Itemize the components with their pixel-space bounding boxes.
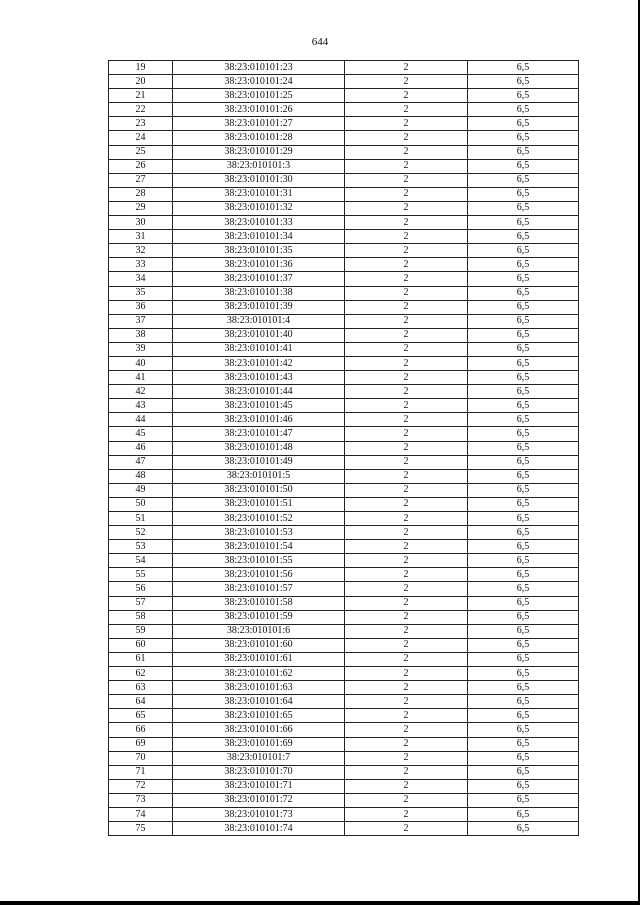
value-cell: 6,5 <box>468 385 579 399</box>
value-cell: 6,5 <box>468 427 579 441</box>
cadastral-number-cell: 38:23:010101:53 <box>173 526 345 540</box>
cadastral-number-cell: 38:23:010101:36 <box>173 258 345 272</box>
cadastral-number-cell: 38:23:010101:40 <box>173 328 345 342</box>
quantity-cell: 2 <box>345 103 468 117</box>
table-row <box>109 681 579 695</box>
quantity-cell: 2 <box>345 427 468 441</box>
quantity-cell: 2 <box>345 342 468 356</box>
table-row <box>109 244 579 258</box>
quantity-cell: 2 <box>345 469 468 483</box>
cadastral-number-cell: 38:23:010101:26 <box>173 103 345 117</box>
table-row <box>109 216 579 230</box>
cadastral-number-cell: 38:23:010101:48 <box>173 441 345 455</box>
cadastral-number-cell: 38:23:010101:49 <box>173 455 345 469</box>
value-cell: 6,5 <box>468 807 579 821</box>
cadastral-number-cell: 38:23:010101:54 <box>173 540 345 554</box>
row-number-cell: 40 <box>109 356 173 370</box>
table-row <box>109 131 579 145</box>
cadastral-number-cell: 38:23:010101:74 <box>173 822 345 836</box>
quantity-cell: 2 <box>345 554 468 568</box>
table-row <box>109 624 579 638</box>
table-row <box>109 652 579 666</box>
table-row <box>109 286 579 300</box>
quantity-cell: 2 <box>345 610 468 624</box>
cadastral-number-cell: 38:23:010101:58 <box>173 596 345 610</box>
row-number-cell: 30 <box>109 216 173 230</box>
quantity-cell: 2 <box>345 272 468 286</box>
cadastral-number-cell: 38:23:010101:39 <box>173 300 345 314</box>
row-number-cell: 53 <box>109 540 173 554</box>
row-number-cell: 29 <box>109 201 173 215</box>
value-cell: 6,5 <box>468 765 579 779</box>
table-row <box>109 822 579 836</box>
table-row <box>109 89 579 103</box>
quantity-cell: 2 <box>345 187 468 201</box>
table-row <box>109 807 579 821</box>
table-row <box>109 272 579 286</box>
quantity-cell: 2 <box>345 681 468 695</box>
row-number-cell: 39 <box>109 342 173 356</box>
quantity-cell: 2 <box>345 328 468 342</box>
value-cell: 6,5 <box>468 399 579 413</box>
value-cell: 6,5 <box>468 314 579 328</box>
quantity-cell: 2 <box>345 455 468 469</box>
table-row <box>109 793 579 807</box>
row-number-cell: 46 <box>109 441 173 455</box>
quantity-cell: 2 <box>345 807 468 821</box>
value-cell: 6,5 <box>468 342 579 356</box>
row-number-cell: 28 <box>109 187 173 201</box>
value-cell: 6,5 <box>468 216 579 230</box>
quantity-cell: 2 <box>345 117 468 131</box>
cadastral-number-cell: 38:23:010101:29 <box>173 145 345 159</box>
value-cell: 6,5 <box>468 371 579 385</box>
table-row <box>109 512 579 526</box>
table-row <box>109 314 579 328</box>
table-row <box>109 103 579 117</box>
page-number: 644 <box>311 36 329 48</box>
value-cell: 6,5 <box>468 201 579 215</box>
value-cell: 6,5 <box>468 737 579 751</box>
row-number-cell: 52 <box>109 526 173 540</box>
value-cell: 6,5 <box>468 526 579 540</box>
cadastral-number-cell: 38:23:010101:44 <box>173 385 345 399</box>
cadastral-number-cell: 38:23:010101:71 <box>173 779 345 793</box>
value-cell: 6,5 <box>468 822 579 836</box>
quantity-cell: 2 <box>345 667 468 681</box>
table-row <box>109 737 579 751</box>
quantity-cell: 2 <box>345 371 468 385</box>
quantity-cell: 2 <box>345 385 468 399</box>
quantity-cell: 2 <box>345 779 468 793</box>
row-number-cell: 66 <box>109 723 173 737</box>
cadastral-number-cell: 38:23:010101:5 <box>173 469 345 483</box>
quantity-cell: 2 <box>345 737 468 751</box>
quantity-cell: 2 <box>345 695 468 709</box>
row-number-cell: 59 <box>109 624 173 638</box>
quantity-cell: 2 <box>345 652 468 666</box>
quantity-cell: 2 <box>345 624 468 638</box>
table-row <box>109 638 579 652</box>
table-row <box>109 610 579 624</box>
quantity-cell: 2 <box>345 159 468 173</box>
row-number-cell: 44 <box>109 413 173 427</box>
value-cell: 6,5 <box>468 652 579 666</box>
cadastral-number-cell: 38:23:010101:72 <box>173 793 345 807</box>
table-row <box>109 441 579 455</box>
row-number-cell: 74 <box>109 807 173 821</box>
quantity-cell: 2 <box>345 483 468 497</box>
quantity-cell: 2 <box>345 751 468 765</box>
table-row <box>109 427 579 441</box>
table-row <box>109 667 579 681</box>
quantity-cell: 2 <box>345 216 468 230</box>
row-number-cell: 57 <box>109 596 173 610</box>
value-cell: 6,5 <box>468 117 579 131</box>
cadastral-number-cell: 38:23:010101:33 <box>173 216 345 230</box>
value-cell: 6,5 <box>468 286 579 300</box>
quantity-cell: 2 <box>345 131 468 145</box>
quantity-cell: 2 <box>345 244 468 258</box>
cadastral-number-cell: 38:23:010101:42 <box>173 356 345 370</box>
value-cell: 6,5 <box>468 540 579 554</box>
row-number-cell: 65 <box>109 709 173 723</box>
value-cell: 6,5 <box>468 483 579 497</box>
row-number-cell: 27 <box>109 173 173 187</box>
value-cell: 6,5 <box>468 512 579 526</box>
table-row <box>109 258 579 272</box>
value-cell: 6,5 <box>468 582 579 596</box>
quantity-cell: 2 <box>345 596 468 610</box>
table-row <box>109 117 579 131</box>
scan-edge-bottom <box>0 901 640 905</box>
cadastral-number-cell: 38:23:010101:60 <box>173 638 345 652</box>
row-number-cell: 24 <box>109 131 173 145</box>
row-number-cell: 22 <box>109 103 173 117</box>
cadastral-number-cell: 38:23:010101:34 <box>173 230 345 244</box>
row-number-cell: 21 <box>109 89 173 103</box>
value-cell: 6,5 <box>468 244 579 258</box>
cadastral-number-cell: 38:23:010101:46 <box>173 413 345 427</box>
cadastral-number-cell: 38:23:010101:47 <box>173 427 345 441</box>
quantity-cell: 2 <box>345 258 468 272</box>
row-number-cell: 64 <box>109 695 173 709</box>
value-cell: 6,5 <box>468 328 579 342</box>
table-row <box>109 399 579 413</box>
value-cell: 6,5 <box>468 596 579 610</box>
table-row <box>109 371 579 385</box>
row-number-cell: 35 <box>109 286 173 300</box>
row-number-cell: 20 <box>109 75 173 89</box>
cadastral-number-cell: 38:23:010101:30 <box>173 173 345 187</box>
value-cell: 6,5 <box>468 455 579 469</box>
row-number-cell: 32 <box>109 244 173 258</box>
value-cell: 6,5 <box>468 75 579 89</box>
cadastral-number-cell: 38:23:010101:43 <box>173 371 345 385</box>
table-row <box>109 596 579 610</box>
table-row <box>109 540 579 554</box>
cadastral-number-cell: 38:23:010101:4 <box>173 314 345 328</box>
cadastral-number-cell: 38:23:010101:38 <box>173 286 345 300</box>
quantity-cell: 2 <box>345 793 468 807</box>
cadastral-number-cell: 38:23:010101:37 <box>173 272 345 286</box>
cadastral-number-cell: 38:23:010101:55 <box>173 554 345 568</box>
table-row <box>109 779 579 793</box>
value-cell: 6,5 <box>468 624 579 638</box>
cadastral-number-cell: 38:23:010101:65 <box>173 709 345 723</box>
quantity-cell: 2 <box>345 441 468 455</box>
cadastral-number-cell: 38:23:010101:56 <box>173 568 345 582</box>
table-row <box>109 187 579 201</box>
value-cell: 6,5 <box>468 667 579 681</box>
cadastral-number-cell: 38:23:010101:63 <box>173 681 345 695</box>
cadastral-number-cell: 38:23:010101:25 <box>173 89 345 103</box>
table-row <box>109 723 579 737</box>
value-cell: 6,5 <box>468 300 579 314</box>
row-number-cell: 42 <box>109 385 173 399</box>
value-cell: 6,5 <box>468 568 579 582</box>
table-row <box>109 554 579 568</box>
value-cell: 6,5 <box>468 681 579 695</box>
row-number-cell: 50 <box>109 497 173 511</box>
row-number-cell: 34 <box>109 272 173 286</box>
value-cell: 6,5 <box>468 272 579 286</box>
quantity-cell: 2 <box>345 356 468 370</box>
table-row <box>109 765 579 779</box>
row-number-cell: 63 <box>109 681 173 695</box>
row-number-cell: 72 <box>109 779 173 793</box>
row-number-cell: 49 <box>109 483 173 497</box>
value-cell: 6,5 <box>468 258 579 272</box>
quantity-cell: 2 <box>345 300 468 314</box>
table-row <box>109 526 579 540</box>
quantity-cell: 2 <box>345 230 468 244</box>
cadastral-number-cell: 38:23:010101:59 <box>173 610 345 624</box>
cadastral-number-cell: 38:23:010101:73 <box>173 807 345 821</box>
cadastral-number-cell: 38:23:010101:57 <box>173 582 345 596</box>
quantity-cell: 2 <box>345 765 468 779</box>
cadastral-number-cell: 38:23:010101:51 <box>173 497 345 511</box>
row-number-cell: 19 <box>109 61 173 75</box>
table-row <box>109 413 579 427</box>
value-cell: 6,5 <box>468 173 579 187</box>
table-row <box>109 582 579 596</box>
cadastral-number-cell: 38:23:010101:31 <box>173 187 345 201</box>
cadastral-number-cell: 38:23:010101:7 <box>173 751 345 765</box>
table-row <box>109 328 579 342</box>
cadastral-number-cell: 38:23:010101:64 <box>173 695 345 709</box>
value-cell: 6,5 <box>468 187 579 201</box>
quantity-cell: 2 <box>345 497 468 511</box>
value-cell: 6,5 <box>468 61 579 75</box>
table-row <box>109 75 579 89</box>
cadastral-number-cell: 38:23:010101:70 <box>173 765 345 779</box>
table-row <box>109 469 579 483</box>
cadastral-number-cell: 38:23:010101:6 <box>173 624 345 638</box>
cadastral-number-cell: 38:23:010101:62 <box>173 667 345 681</box>
quantity-cell: 2 <box>345 582 468 596</box>
quantity-cell: 2 <box>345 723 468 737</box>
value-cell: 6,5 <box>468 751 579 765</box>
table-row <box>109 751 579 765</box>
value-cell: 6,5 <box>468 709 579 723</box>
table-row <box>109 568 579 582</box>
table-row <box>109 483 579 497</box>
quantity-cell: 2 <box>345 173 468 187</box>
row-number-cell: 73 <box>109 793 173 807</box>
quantity-cell: 2 <box>345 399 468 413</box>
cadastral-number-cell: 38:23:010101:27 <box>173 117 345 131</box>
quantity-cell: 2 <box>345 201 468 215</box>
cadastral-number-cell: 38:23:010101:45 <box>173 399 345 413</box>
quantity-cell: 2 <box>345 89 468 103</box>
value-cell: 6,5 <box>468 779 579 793</box>
table-row <box>109 201 579 215</box>
row-number-cell: 47 <box>109 455 173 469</box>
value-cell: 6,5 <box>468 695 579 709</box>
row-number-cell: 69 <box>109 737 173 751</box>
quantity-cell: 2 <box>345 314 468 328</box>
row-number-cell: 43 <box>109 399 173 413</box>
table-row <box>109 61 579 75</box>
quantity-cell: 2 <box>345 61 468 75</box>
row-number-cell: 70 <box>109 751 173 765</box>
cadastral-number-cell: 38:23:010101:41 <box>173 342 345 356</box>
cadastral-number-cell: 38:23:010101:35 <box>173 244 345 258</box>
cadastral-number-cell: 38:23:010101:3 <box>173 159 345 173</box>
value-cell: 6,5 <box>468 356 579 370</box>
quantity-cell: 2 <box>345 512 468 526</box>
quantity-cell: 2 <box>345 526 468 540</box>
table-row <box>109 145 579 159</box>
value-cell: 6,5 <box>468 554 579 568</box>
row-number-cell: 58 <box>109 610 173 624</box>
table-row <box>109 385 579 399</box>
cadastral-number-cell: 38:23:010101:52 <box>173 512 345 526</box>
quantity-cell: 2 <box>345 540 468 554</box>
value-cell: 6,5 <box>468 89 579 103</box>
row-number-cell: 75 <box>109 822 173 836</box>
cadastral-number-cell: 38:23:010101:23 <box>173 61 345 75</box>
value-cell: 6,5 <box>468 145 579 159</box>
cadastral-number-cell: 38:23:010101:32 <box>173 201 345 215</box>
value-cell: 6,5 <box>468 793 579 807</box>
table-row <box>109 695 579 709</box>
value-cell: 6,5 <box>468 610 579 624</box>
cadastral-number-cell: 38:23:010101:66 <box>173 723 345 737</box>
row-number-cell: 62 <box>109 667 173 681</box>
row-number-cell: 56 <box>109 582 173 596</box>
value-cell: 6,5 <box>468 131 579 145</box>
quantity-cell: 2 <box>345 709 468 723</box>
value-cell: 6,5 <box>468 103 579 117</box>
row-number-cell: 54 <box>109 554 173 568</box>
row-number-cell: 48 <box>109 469 173 483</box>
table-row <box>109 455 579 469</box>
table-row <box>109 173 579 187</box>
row-number-cell: 60 <box>109 638 173 652</box>
cadastral-number-cell: 38:23:010101:50 <box>173 483 345 497</box>
quantity-cell: 2 <box>345 75 468 89</box>
table-row <box>109 159 579 173</box>
row-number-cell: 71 <box>109 765 173 779</box>
row-number-cell: 45 <box>109 427 173 441</box>
quantity-cell: 2 <box>345 568 468 582</box>
table-row <box>109 300 579 314</box>
cadastral-number-cell: 38:23:010101:61 <box>173 652 345 666</box>
value-cell: 6,5 <box>468 469 579 483</box>
row-number-cell: 33 <box>109 258 173 272</box>
value-cell: 6,5 <box>468 413 579 427</box>
value-cell: 6,5 <box>468 159 579 173</box>
quantity-cell: 2 <box>345 822 468 836</box>
value-cell: 6,5 <box>468 441 579 455</box>
table-row <box>109 356 579 370</box>
value-cell: 6,5 <box>468 638 579 652</box>
quantity-cell: 2 <box>345 286 468 300</box>
quantity-cell: 2 <box>345 145 468 159</box>
row-number-cell: 55 <box>109 568 173 582</box>
cadastral-number-cell: 38:23:010101:28 <box>173 131 345 145</box>
cadastral-number-cell: 38:23:010101:69 <box>173 737 345 751</box>
table-row <box>109 709 579 723</box>
row-number-cell: 61 <box>109 652 173 666</box>
quantity-cell: 2 <box>345 638 468 652</box>
value-cell: 6,5 <box>468 230 579 244</box>
cadastral-table <box>108 60 579 836</box>
row-number-cell: 31 <box>109 230 173 244</box>
row-number-cell: 23 <box>109 117 173 131</box>
table-row <box>109 342 579 356</box>
row-number-cell: 26 <box>109 159 173 173</box>
value-cell: 6,5 <box>468 723 579 737</box>
row-number-cell: 41 <box>109 371 173 385</box>
table-row <box>109 497 579 511</box>
row-number-cell: 51 <box>109 512 173 526</box>
row-number-cell: 37 <box>109 314 173 328</box>
quantity-cell: 2 <box>345 413 468 427</box>
cadastral-number-cell: 38:23:010101:24 <box>173 75 345 89</box>
table-row <box>109 230 579 244</box>
row-number-cell: 36 <box>109 300 173 314</box>
table-body <box>109 61 579 836</box>
value-cell: 6,5 <box>468 497 579 511</box>
row-number-cell: 38 <box>109 328 173 342</box>
row-number-cell: 25 <box>109 145 173 159</box>
